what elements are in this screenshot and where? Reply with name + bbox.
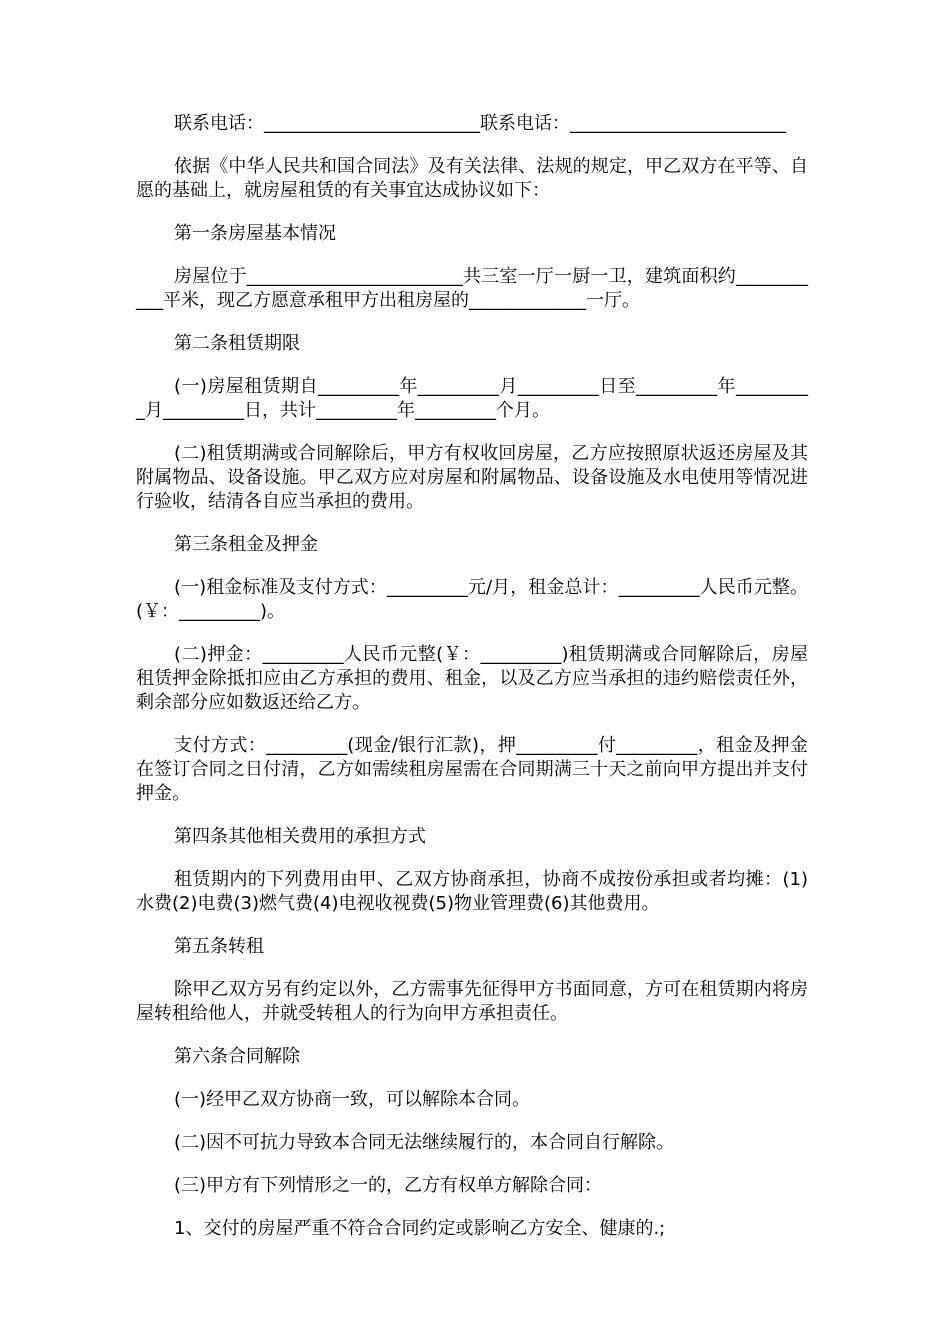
article-6-clause-1: (一)经甲乙双方协商一致，可以解除本合同。 — [174, 1089, 531, 1110]
article-4-heading: 第四条其他相关费用的承担方式 — [174, 826, 426, 847]
contact-phone-line: 联系电话：________________________联系电话：________________________ — [174, 113, 786, 134]
article-3-clause-1: (一)租金标准及支付方式：_________元/月，租金总计：_________人民币元整。(￥：_________)。 — [136, 577, 808, 622]
article-6-clause-3-item-1: 1、交付的房屋严重不符合合同约定或影响乙方安全、健康的.; — [174, 1218, 666, 1239]
article-2-clause-2: (二)租赁期满或合同解除后，甲方有权收回房屋，乙方应按照原状返还房屋及其附属物品、设备设施。甲乙双方应对房屋和附属物品、设备设施及水电使用等情况进行验收，结清各自应当承担的费用。 — [136, 443, 808, 512]
article-6-clause-3: (三)甲方有下列情形之一的，乙方有权单方解除合同： — [174, 1175, 603, 1196]
article-2-clause-1: (一)房屋租赁期自_________年_________月_________日至_________年_________月_________日，共计_________年_________个月。 — [136, 376, 808, 421]
article-3-heading: 第三条租金及押金 — [174, 534, 318, 555]
article-3-clause-2: (二)押金：_________人民币元整(￥：_________)租赁期满或合同解除后，房屋租赁押金除抵扣应由乙方承担的费用、租金，以及乙方应当承担的违约赔偿责任外，剩余部分应如数返还给乙方。 — [136, 644, 808, 713]
article-4-body: 租赁期内的下列费用由甲、乙双方协商承担，协商不成按份承担或者均摊：(1)水费(2)电费(3)燃气费(4)电视收视费(5)物业管理费(6)其他费用。 — [136, 869, 808, 914]
article-6-heading: 第六条合同解除 — [174, 1046, 300, 1067]
article-5-heading: 第五条转租 — [174, 936, 264, 957]
article-6-clause-2: (二)因不可抗力导致本合同无法继续履行的，本合同自行解除。 — [174, 1132, 675, 1153]
article-1-body: 房屋位于________________________共三室一厅一厨一卫，建筑面积约___________平米，现乙方愿意承租甲方出租房屋的_____________一厅。 — [136, 266, 808, 311]
article-1-heading: 第一条房屋基本情况 — [174, 223, 336, 244]
article-2-heading: 第二条租赁期限 — [174, 333, 300, 354]
article-3-payment-method: 支付方式：_________(现金/银行汇款)，押_________付_________，租金及押金在签订合同之日付清，乙方如需续租房屋需在合同期满三十天之前向甲方提出并支付押金。 — [136, 735, 808, 804]
document-page — [136, 112, 808, 1260]
preamble-paragraph: 依据《中华人民共和国合同法》及有关法律、法规的规定，甲乙双方在平等、自愿的基础上，就房屋租赁的有关事宜达成协议如下： — [136, 156, 808, 201]
article-5-body: 除甲乙双方另有约定以外，乙方需事先征得甲方书面同意，方可在租赁期内将房屋转租给他人，并就受转租人的行为向甲方承担责任。 — [136, 979, 808, 1024]
